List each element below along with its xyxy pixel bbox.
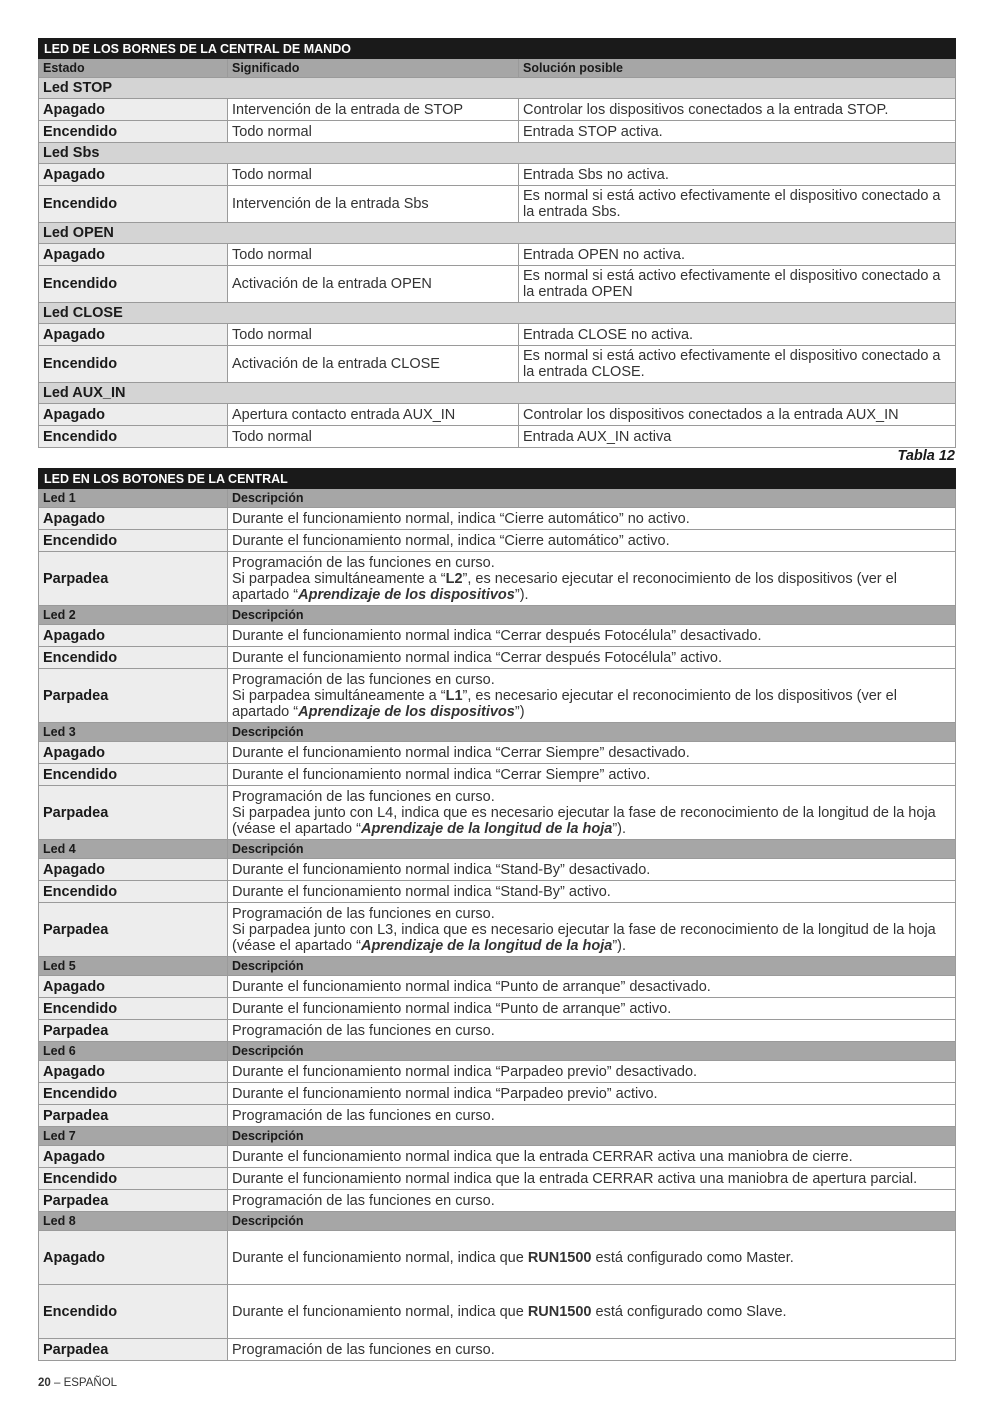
description-text: Durante el funcionamiento normal indica “Cerrar Siempre” activo.	[232, 766, 651, 783]
meaning-cell: Todo normal	[228, 426, 519, 448]
description-cell	[228, 742, 956, 764]
table-row	[39, 426, 956, 448]
description-text: está configurado como Slave.	[591, 1303, 787, 1320]
description-text: Durante el funcionamiento normal indica “Parpadeo previo” desactivado.	[232, 1063, 698, 1080]
table-row	[39, 530, 956, 552]
description-text: Durante el funcionamiento normal indica “Cerrar después Fotocélula” desactivado.	[232, 627, 762, 644]
group-header-led-close: Led CLOSE	[39, 303, 956, 324]
description-header: Descripción	[228, 606, 956, 625]
table-row	[39, 99, 956, 121]
description-header: Descripción	[228, 840, 956, 859]
table-row	[39, 1083, 956, 1105]
led-name: Led 5	[39, 957, 228, 976]
led-header-row	[39, 1212, 956, 1231]
table-row	[39, 324, 956, 346]
meaning-cell: Todo normal	[228, 121, 519, 143]
state-cell: Encendido	[39, 1168, 228, 1190]
description-header: Descripción	[228, 489, 956, 508]
description-cell	[228, 625, 956, 647]
table-row	[39, 881, 956, 903]
table-row	[39, 552, 956, 606]
description-cell	[228, 530, 956, 552]
state-cell: Encendido	[39, 426, 228, 448]
solution-cell: Controlar los dispositivos conectados a la entrada AUX_IN	[519, 404, 956, 426]
description-text: Programación de las funciones en curso.	[232, 1341, 495, 1358]
description-text: Durante el funcionamiento normal indica “Stand-By” desactivado.	[232, 861, 651, 878]
state-cell: Parpadea	[39, 1105, 228, 1127]
description-text: ”, es necesario ejecutar el reconocimiento de los dispositivos (ver el apartado “	[232, 687, 897, 720]
state-cell: Encendido	[39, 346, 228, 383]
meaning-cell: Intervención de la entrada de STOP	[228, 99, 519, 121]
table-row	[39, 346, 956, 383]
led-name: Led 7	[39, 1127, 228, 1146]
table-row	[39, 976, 956, 998]
meaning-cell: Intervención de la entrada Sbs	[228, 186, 519, 223]
description-text: Si parpadea simultáneamente a “	[232, 570, 446, 587]
table-row	[39, 1168, 956, 1190]
table-row	[39, 1020, 956, 1042]
state-cell: Apagado	[39, 976, 228, 998]
led-terminals-table	[38, 38, 956, 448]
solution-cell: Es normal si está activo efectivamente el dispositivo conectado a la entrada Sbs.	[519, 186, 956, 223]
description-cell	[228, 1285, 956, 1339]
table-row	[39, 1231, 956, 1285]
description-text: Programación de las funciones en curso.	[232, 1192, 495, 1209]
table-row	[39, 1339, 956, 1361]
table-row	[39, 1146, 956, 1168]
meaning-cell: Activación de la entrada OPEN	[228, 266, 519, 303]
solution-cell: Es normal si está activo efectivamente el dispositivo conectado a la entrada OPEN	[519, 266, 956, 303]
description-header: Descripción	[228, 1212, 956, 1231]
description-cell	[228, 859, 956, 881]
state-cell: Encendido	[39, 121, 228, 143]
product-name: RUN1500	[527, 1249, 592, 1266]
description-text: Durante el funcionamiento normal, indica “Cierre automático” no activo.	[232, 510, 690, 527]
table-row	[39, 1105, 956, 1127]
section-reference: Aprendizaje de la longitud de la hoja	[360, 937, 613, 954]
solution-cell: Entrada AUX_IN activa	[519, 426, 956, 448]
description-text: Durante el funcionamiento normal indica “Cerrar Siempre” desactivado.	[232, 744, 690, 761]
meaning-cell: Todo normal	[228, 244, 519, 266]
solution-cell: Entrada CLOSE no activa.	[519, 324, 956, 346]
state-cell: Apagado	[39, 508, 228, 530]
page-number: 20	[38, 1377, 51, 1389]
led-name: Led 4	[39, 840, 228, 859]
solution-cell: Entrada Sbs no activa.	[519, 164, 956, 186]
description-cell	[228, 1146, 956, 1168]
table-row	[39, 1190, 956, 1212]
state-cell: Parpadea	[39, 1020, 228, 1042]
description-cell	[228, 1061, 956, 1083]
table-row	[39, 859, 956, 881]
led-reference: L2	[445, 570, 463, 587]
state-cell: Parpadea	[39, 903, 228, 957]
state-cell: Apagado	[39, 324, 228, 346]
state-cell: Apagado	[39, 404, 228, 426]
state-cell: Encendido	[39, 881, 228, 903]
meaning-cell: Activación de la entrada CLOSE	[228, 346, 519, 383]
table-row	[39, 903, 956, 957]
led-name: Led 8	[39, 1212, 228, 1231]
description-text: Programación de las funciones en curso.	[232, 1107, 495, 1124]
description-text: Durante el funcionamiento normal, indica que	[232, 1249, 528, 1266]
led-reference: L1	[445, 687, 463, 704]
footer-separator: –	[50, 1377, 64, 1389]
description-cell	[228, 764, 956, 786]
description-cell	[228, 1190, 956, 1212]
description-cell	[228, 647, 956, 669]
description-cell	[228, 1020, 956, 1042]
description-cell	[228, 552, 956, 606]
group-header-led-aux-in: Led AUX_IN	[39, 383, 956, 404]
description-text: ”).	[612, 937, 627, 954]
description-text: Programación de las funciones en curso.	[232, 788, 495, 805]
table-row	[39, 121, 956, 143]
state-cell: Encendido	[39, 764, 228, 786]
state-cell: Parpadea	[39, 552, 228, 606]
led-header-row	[39, 1042, 956, 1061]
state-cell: Apagado	[39, 1231, 228, 1285]
table-row	[39, 742, 956, 764]
solution-cell: Entrada STOP activa.	[519, 121, 956, 143]
meaning-cell: Todo normal	[228, 164, 519, 186]
description-text: Programación de las funciones en curso.	[232, 671, 495, 688]
description-cell	[228, 1168, 956, 1190]
table-row	[39, 625, 956, 647]
description-text: ”).	[612, 820, 627, 837]
description-text: Si parpadea simultáneamente a “	[232, 687, 446, 704]
description-text: Durante el funcionamiento normal indica “Punto de arranque” desactivado.	[232, 978, 711, 995]
state-cell: Apagado	[39, 1061, 228, 1083]
group-header-led-open: Led OPEN	[39, 223, 956, 244]
led-header-row	[39, 489, 956, 508]
led-header-row	[39, 840, 956, 859]
table-caption: Tabla 12	[897, 448, 955, 464]
description-text: ”)	[514, 703, 525, 720]
state-cell: Encendido	[39, 266, 228, 303]
meaning-cell: Todo normal	[228, 324, 519, 346]
description-text: Durante el funcionamiento normal indica “Stand-By” activo.	[232, 883, 611, 900]
table-title: LED DE LOS BORNES DE LA CENTRAL DE MANDO	[39, 39, 956, 59]
description-cell	[228, 508, 956, 530]
group-header-led-sbs: Led Sbs	[39, 143, 956, 164]
table-row	[39, 186, 956, 223]
state-cell: Encendido	[39, 998, 228, 1020]
state-cell: Parpadea	[39, 1339, 228, 1361]
description-text: ”).	[514, 586, 529, 603]
description-header: Descripción	[228, 1127, 956, 1146]
table-row	[39, 1061, 956, 1083]
description-text: Durante el funcionamiento normal indica que la entrada CERRAR activa una maniobra de apertura parcial.	[232, 1170, 918, 1187]
table-row	[39, 998, 956, 1020]
state-cell: Parpadea	[39, 786, 228, 840]
page-footer	[38, 1377, 117, 1389]
meaning-cell: Apertura contacto entrada AUX_IN	[228, 404, 519, 426]
description-cell	[228, 1105, 956, 1127]
led-header-row	[39, 1127, 956, 1146]
description-text: Si parpadea junto con L3, indica que es necesario ejecutar la fase de reconocimiento de la longitud de la hoja (véase el apartado “	[232, 921, 936, 954]
state-cell: Apagado	[39, 244, 228, 266]
column-header-meaning: Significado	[228, 59, 519, 78]
state-cell: Apagado	[39, 1146, 228, 1168]
table-row	[39, 786, 956, 840]
table-row	[39, 647, 956, 669]
table-row	[39, 764, 956, 786]
state-cell: Encendido	[39, 530, 228, 552]
led-name: Led 1	[39, 489, 228, 508]
table-title: LED EN LOS BOTONES DE LA CENTRAL	[39, 469, 956, 489]
column-header-solution: Solución posible	[519, 59, 956, 78]
table-row	[39, 404, 956, 426]
product-name: RUN1500	[527, 1303, 592, 1320]
state-cell: Apagado	[39, 625, 228, 647]
description-text: Programación de las funciones en curso.	[232, 1022, 495, 1039]
description-text: Programación de las funciones en curso.	[232, 905, 495, 922]
section-reference: Aprendizaje de la longitud de la hoja	[360, 820, 613, 837]
table-row	[39, 669, 956, 723]
state-cell: Encendido	[39, 1285, 228, 1339]
led-header-row	[39, 606, 956, 625]
section-reference: Aprendizaje de los dispositivos	[298, 586, 515, 603]
state-cell: Parpadea	[39, 669, 228, 723]
table-row	[39, 1285, 956, 1339]
state-cell: Encendido	[39, 1083, 228, 1105]
table-row	[39, 508, 956, 530]
description-cell	[228, 976, 956, 998]
table-row	[39, 164, 956, 186]
group-header-led-stop: Led STOP	[39, 78, 956, 99]
description-text: Durante el funcionamiento normal indica que la entrada CERRAR activa una maniobra de cierre.	[232, 1148, 853, 1165]
description-cell	[228, 1083, 956, 1105]
led-header-row	[39, 723, 956, 742]
description-cell	[228, 1339, 956, 1361]
description-cell	[228, 881, 956, 903]
description-cell	[228, 786, 956, 840]
description-text: Durante el funcionamiento normal, indica “Cierre automático” activo.	[232, 532, 670, 549]
description-cell	[228, 903, 956, 957]
description-text: Durante el funcionamiento normal indica “Cerrar después Fotocélula” activo.	[232, 649, 723, 666]
led-name: Led 2	[39, 606, 228, 625]
state-cell: Parpadea	[39, 1190, 228, 1212]
description-header: Descripción	[228, 1042, 956, 1061]
table-row	[39, 266, 956, 303]
led-name: Led 6	[39, 1042, 228, 1061]
state-cell: Apagado	[39, 859, 228, 881]
solution-cell: Entrada OPEN no activa.	[519, 244, 956, 266]
description-cell	[228, 1231, 956, 1285]
led-name: Led 3	[39, 723, 228, 742]
description-text: Durante el funcionamiento normal indica “Parpadeo previo” activo.	[232, 1085, 658, 1102]
state-cell: Apagado	[39, 99, 228, 121]
led-buttons-body	[39, 489, 956, 1361]
description-cell	[228, 998, 956, 1020]
description-header: Descripción	[228, 723, 956, 742]
led-header-row	[39, 957, 956, 976]
table-row	[39, 244, 956, 266]
column-header-state: Estado	[39, 59, 228, 78]
description-text: ”, es necesario ejecutar el reconocimiento de los dispositivos (ver el apartado “	[232, 570, 897, 603]
solution-cell: Es normal si está activo efectivamente el dispositivo conectado a la entrada CLOSE.	[519, 346, 956, 383]
description-header: Descripción	[228, 957, 956, 976]
description-text: Si parpadea junto con L4, indica que es necesario ejecutar la fase de reconocimiento de la longitud de la hoja (véase el apartado “	[232, 804, 936, 837]
state-cell: Apagado	[39, 742, 228, 764]
state-cell: Apagado	[39, 164, 228, 186]
solution-cell: Controlar los dispositivos conectados a la entrada STOP.	[519, 99, 956, 121]
description-text: está configurado como Master.	[591, 1249, 794, 1266]
led-buttons-table	[38, 468, 956, 1361]
state-cell: Encendido	[39, 186, 228, 223]
description-cell	[228, 669, 956, 723]
footer-language: ESPAÑOL	[63, 1377, 118, 1389]
section-reference: Aprendizaje de los dispositivos	[298, 703, 515, 720]
description-text: Durante el funcionamiento normal, indica que	[232, 1303, 528, 1320]
description-text: Programación de las funciones en curso.	[232, 554, 495, 571]
state-cell: Encendido	[39, 647, 228, 669]
description-text: Durante el funcionamiento normal indica “Punto de arranque” activo.	[232, 1000, 672, 1017]
